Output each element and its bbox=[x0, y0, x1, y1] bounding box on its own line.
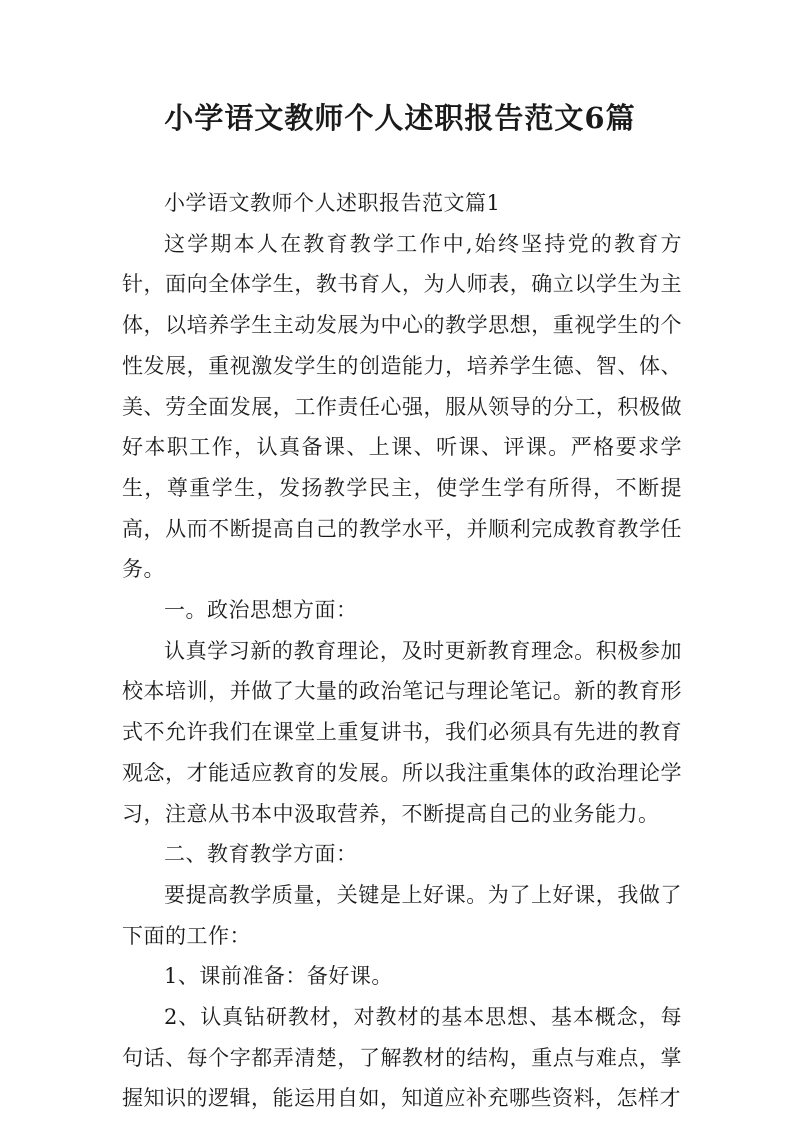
list-item: 1、课前准备：备好课。 bbox=[164, 964, 393, 989]
document-body bbox=[122, 183, 682, 1119]
paragraph: 这学期本人在教育教学工作中,始终坚持党的教育方针，面向全体学生，教书育人，为人师表，确立以学生为主体，以培养学生主动发展为中心的教学思想，重视学生的个性发展，重视激发学生的创造能力，培养学生德、智、体、美、劳全面发展，工作责任心强，服从领导的分工，积极做好本职工作，认真备课、上课、听课、评课。严格要求学生，尊重学生，发扬教学民主，使学生学有所得，不断提高，从而不断提高自己的教学水平，并顺利完成教育教学任务。 bbox=[122, 231, 682, 582]
section-heading: 二、教育教学方面： bbox=[164, 842, 358, 867]
list-item: 2、认真钻研教材，对教材的基本思想、基本概念，每句话、每个字都弄清楚，了解教材的结构，重点与难点，掌握知识的逻辑，能运用自如，知道应补充哪些资料，怎样才 bbox=[122, 1005, 682, 1111]
document-title: 小学语文教师个人述职报告范文6篇 bbox=[164, 101, 636, 135]
paragraph: 认真学习新的教育理论，及时更新教育理念。积极参加校本培训，并做了大量的政治笔记与理论笔记。新的教育形式不允许我们在课堂上重复讲书，我们必须具有先进的教育观念，才能适应教育的发展。所以我注重集体的政治理论学习，注意从书本中汲取营养，不断提高自己的业务能力。 bbox=[122, 638, 682, 826]
section-heading: 小学语文教师个人述职报告范文篇1 bbox=[164, 191, 501, 215]
paragraph: 要提高教学质量，关键是上好课。为了上好课，我做了下面的工作： bbox=[122, 882, 682, 948]
section-heading: 一。政治思想方面： bbox=[164, 598, 358, 623]
